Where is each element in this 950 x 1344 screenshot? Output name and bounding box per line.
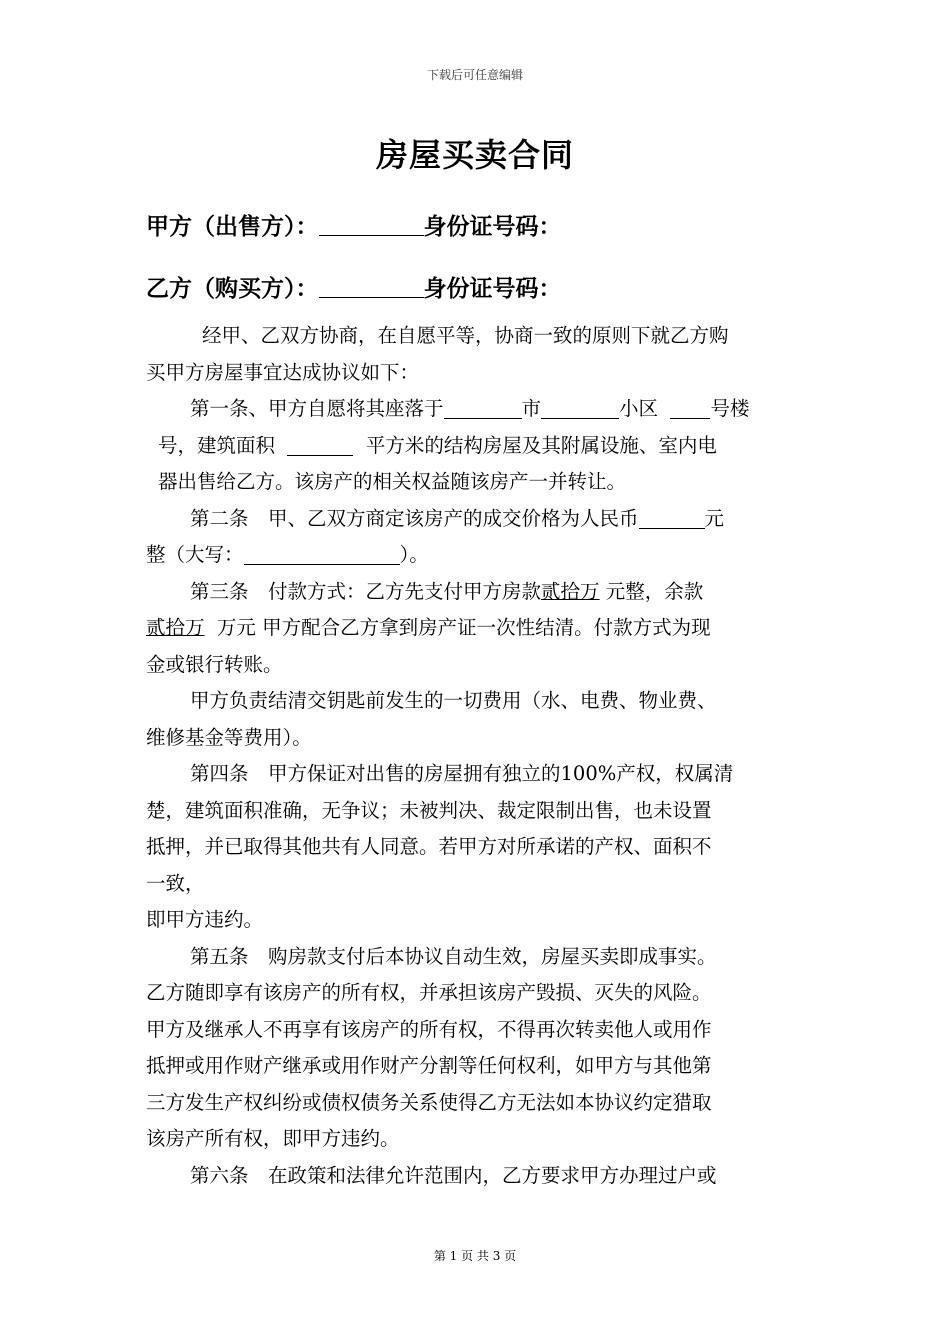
art5-line-6: 该房产所有权，即甲方违约。 (146, 1127, 400, 1150)
art2-text-d: ）。 (399, 543, 429, 566)
art3-text-c: 万元 甲方配合乙方拿到房产证一次性结清。付款方式为现 (216, 616, 711, 639)
city-blank (444, 396, 522, 419)
art3-text-a: 第三条 付款方式：乙方先支付甲方房款 (190, 579, 542, 603)
party-a-label: 甲方（出售方）： (146, 214, 319, 240)
art5-line-1: 第五条 购房款支付后本协议自动生效，房屋买卖即成事实。 (190, 944, 717, 968)
contract-body (146, 318, 806, 1194)
art5-line-3: 甲方及继承人不再享有该房产的所有权，不得再次转卖他人或用作 (146, 1017, 712, 1041)
page-header: 下载后可任意编辑 (426, 68, 523, 82)
art1-text-d: 号楼 (710, 397, 750, 420)
art4-line-2: 楚，建筑面积准确，无争议；未被判决、裁定限制出售，也未设置 (146, 798, 712, 822)
art1-text-a: 第一条、甲方自愿将其座落于 (190, 397, 444, 420)
art5-line-5: 三方发生产权纠纷或债权债务关系使得乙方无法如本协议约定猎取 (146, 1090, 712, 1114)
party-a-line (146, 208, 562, 241)
fees-line-2: 维修基金等费用）。 (146, 725, 312, 749)
intro-paragraph (146, 318, 806, 391)
building-blank (670, 396, 710, 419)
balance-amount: 贰拾万 (146, 616, 205, 639)
art2-text-a: 第二条 甲、乙双方商定该房产的成交价格为人民币 (190, 506, 639, 530)
art3-text-b: 元整，余款 (605, 579, 704, 603)
art4-line-4: 一致， (146, 871, 205, 895)
party-b-label: 乙方（购买方）： (146, 276, 319, 302)
party-a-name-blank (319, 215, 424, 236)
party-b-id-label: 身份证号码： (423, 276, 562, 302)
art6-line-1: 第六条 在政策和法律允许范围内，乙方要求甲方办理过户或 (190, 1163, 717, 1187)
art5-line-2: 乙方随即享有该房产的所有权，并承担该房产毁损、灭失的风险。 (146, 981, 712, 1004)
art2-text-b: 元 (704, 506, 725, 530)
fees-paragraph (146, 683, 806, 756)
fees-line-1: 甲方负责结清交钥匙前发生的一切费用（水、电费、物业费、 (190, 689, 717, 712)
party-a-id-label: 身份证号码： (423, 214, 562, 240)
price-blank (639, 506, 705, 529)
article-4 (146, 756, 806, 939)
area-blank (287, 433, 353, 456)
party-b-line (146, 270, 562, 303)
party-b-name-blank (319, 277, 424, 298)
art1-text-g: 器出售给乙方。该房产的相关权益随该房产一并转让。 (158, 470, 627, 493)
price-words-blank (244, 542, 400, 565)
community-blank (541, 396, 619, 419)
art1-text-b: 市 (521, 397, 542, 420)
first-payment-amount: 贰拾万 (541, 579, 600, 603)
art4-line-1: 第四条 甲方保证对出售的房屋拥有独立的100%产权，权属清 (190, 762, 734, 785)
article-5 (146, 939, 806, 1158)
page-footer: 第 1 页 共 3 页 (433, 1249, 517, 1263)
art4-line-5: 即甲方违约。 (146, 908, 264, 931)
article-2 (146, 501, 806, 574)
article-6 (146, 1158, 806, 1195)
article-3 (146, 574, 806, 684)
document-title: 房屋买卖合同 (375, 136, 574, 174)
article-1 (146, 391, 806, 501)
art5-line-4: 抵押或用作财产继承或用作财产分割等任何权利，如甲方与其他第 (146, 1054, 712, 1077)
art1-text-f: 平方米的结构房屋及其附属设施、室内电 (365, 433, 717, 457)
art1-text-e: 号，建筑面积 (158, 433, 276, 457)
art4-line-3: 抵押，并已取得其他共有人同意。若甲方对所承诺的产权、面积不 (146, 835, 712, 858)
intro-line-2: 买甲方房屋事宜达成协议如下： (146, 360, 420, 384)
intro-line-1: 经甲、乙双方协商，在自愿平等，协商一致的原则下就乙方购 (202, 324, 729, 347)
art3-text-d: 金或银行转账。 (146, 652, 283, 676)
art2-text-c: 整（大写： (146, 543, 244, 566)
art1-text-c: 小区 (619, 397, 659, 420)
